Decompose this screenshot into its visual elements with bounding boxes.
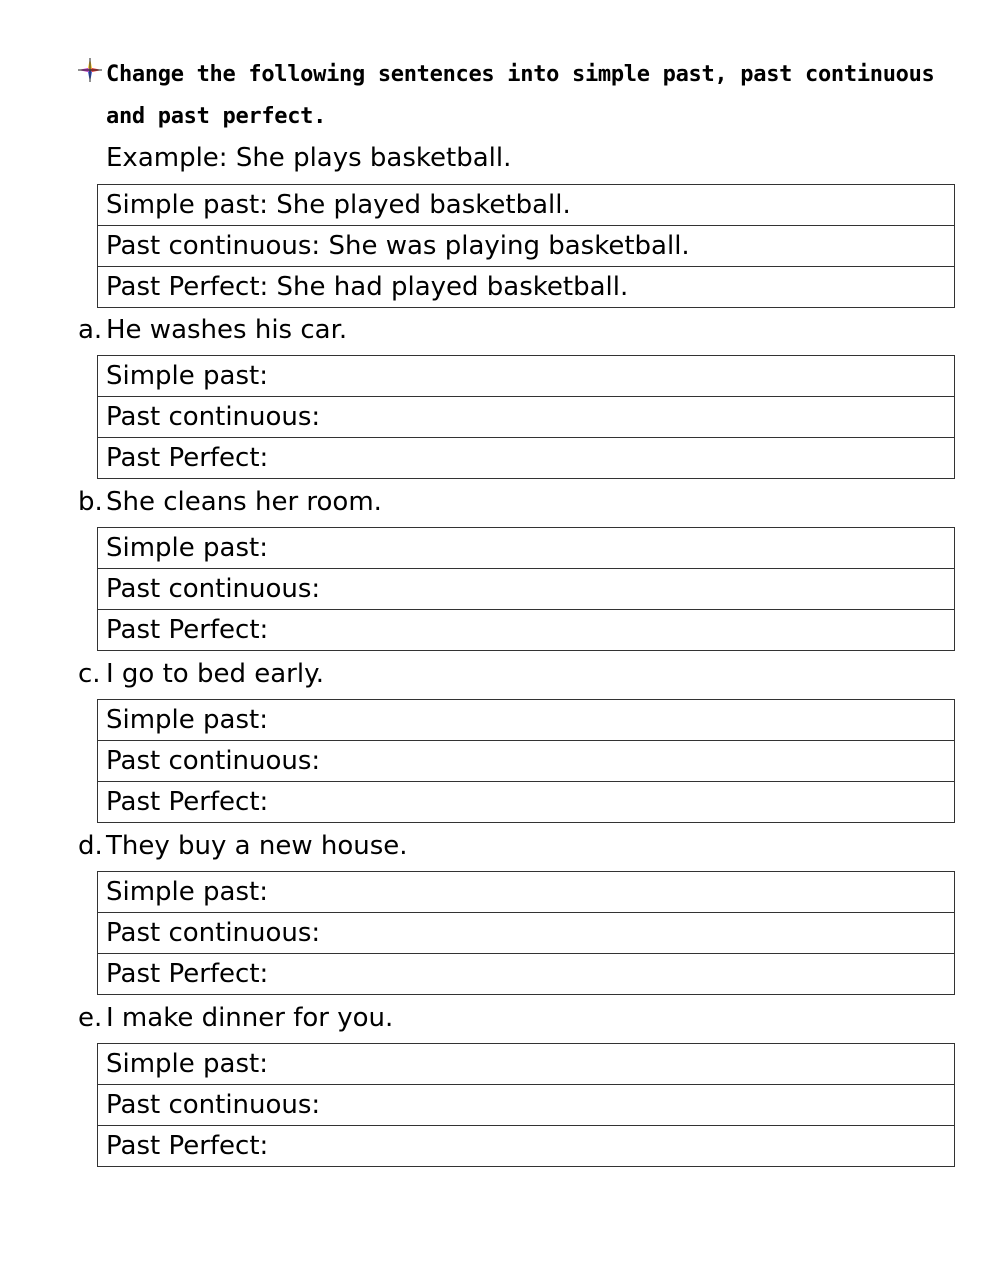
- past-continuous-answer[interactable]: Past continuous:: [98, 913, 955, 954]
- question-letter: e.: [78, 1003, 103, 1033]
- question-a-prompt: [78, 310, 347, 350]
- simple-past-answer[interactable]: Simple past:: [98, 872, 955, 913]
- past-continuous-answer[interactable]: Past continuous:: [98, 569, 955, 610]
- question-d-prompt: [78, 826, 408, 866]
- past-perfect-answer[interactable]: Past Perfect:: [98, 954, 955, 995]
- table-row: [98, 1126, 955, 1167]
- table-row: [98, 954, 955, 995]
- past-perfect-answer[interactable]: Past Perfect:: [98, 782, 955, 823]
- table-row: [98, 782, 955, 823]
- question-e-prompt: [78, 998, 393, 1038]
- simple-past-answer[interactable]: Simple past:: [98, 700, 955, 741]
- question-sentence: I go to bed early.: [106, 659, 325, 689]
- table-row: [98, 700, 955, 741]
- question-c-table: [97, 699, 955, 823]
- table-row: [98, 741, 955, 782]
- question-c-prompt: [78, 654, 324, 694]
- table-row: [98, 913, 955, 954]
- question-letter: b.: [78, 487, 103, 517]
- question-e-table: [97, 1043, 955, 1167]
- question-d-table: [97, 871, 955, 995]
- instruction: [78, 54, 958, 138]
- example-prompt: Example: She plays basketball.: [106, 143, 512, 173]
- simple-past-answer[interactable]: Simple past:: [98, 1044, 955, 1085]
- question-letter: d.: [78, 831, 103, 861]
- past-perfect-answer[interactable]: Past Perfect:: [98, 610, 955, 651]
- past-perfect-answer[interactable]: Past Perfect:: [98, 1126, 955, 1167]
- table-row: [98, 185, 955, 226]
- table-row: [98, 1044, 955, 1085]
- question-sentence: He washes his car.: [106, 315, 348, 345]
- simple-past-answer[interactable]: Simple past:: [98, 528, 955, 569]
- example-simple-past: Simple past: She played basketball.: [98, 185, 955, 226]
- question-sentence: I make dinner for you.: [106, 1003, 394, 1033]
- question-a-table: [97, 355, 955, 479]
- table-row: [98, 569, 955, 610]
- table-row: [98, 226, 955, 267]
- table-row: [98, 528, 955, 569]
- example-table: [97, 184, 955, 308]
- table-row: [98, 872, 955, 913]
- instruction-text: Change the following sentences into simple past, past continuous and past perfect.: [106, 62, 935, 129]
- question-letter: c.: [78, 659, 101, 689]
- question-letter: a.: [78, 315, 103, 345]
- four-point-star-bullet-icon: [78, 58, 102, 82]
- question-b-table: [97, 527, 955, 651]
- example-past-continuous: Past continuous: She was playing basketball.: [98, 226, 955, 267]
- table-row: [98, 397, 955, 438]
- past-continuous-answer[interactable]: Past continuous:: [98, 1085, 955, 1126]
- question-b-prompt: [78, 482, 382, 522]
- table-row: [98, 267, 955, 308]
- table-row: [98, 610, 955, 651]
- past-continuous-answer[interactable]: Past continuous:: [98, 397, 955, 438]
- past-perfect-answer[interactable]: Past Perfect:: [98, 438, 955, 479]
- question-sentence: She cleans her room.: [106, 487, 382, 517]
- table-row: [98, 438, 955, 479]
- simple-past-answer[interactable]: Simple past:: [98, 356, 955, 397]
- table-row: [98, 356, 955, 397]
- table-row: [98, 1085, 955, 1126]
- example-past-perfect: Past Perfect: She had played basketball.: [98, 267, 955, 308]
- question-sentence: They buy a new house.: [106, 831, 408, 861]
- past-continuous-answer[interactable]: Past continuous:: [98, 741, 955, 782]
